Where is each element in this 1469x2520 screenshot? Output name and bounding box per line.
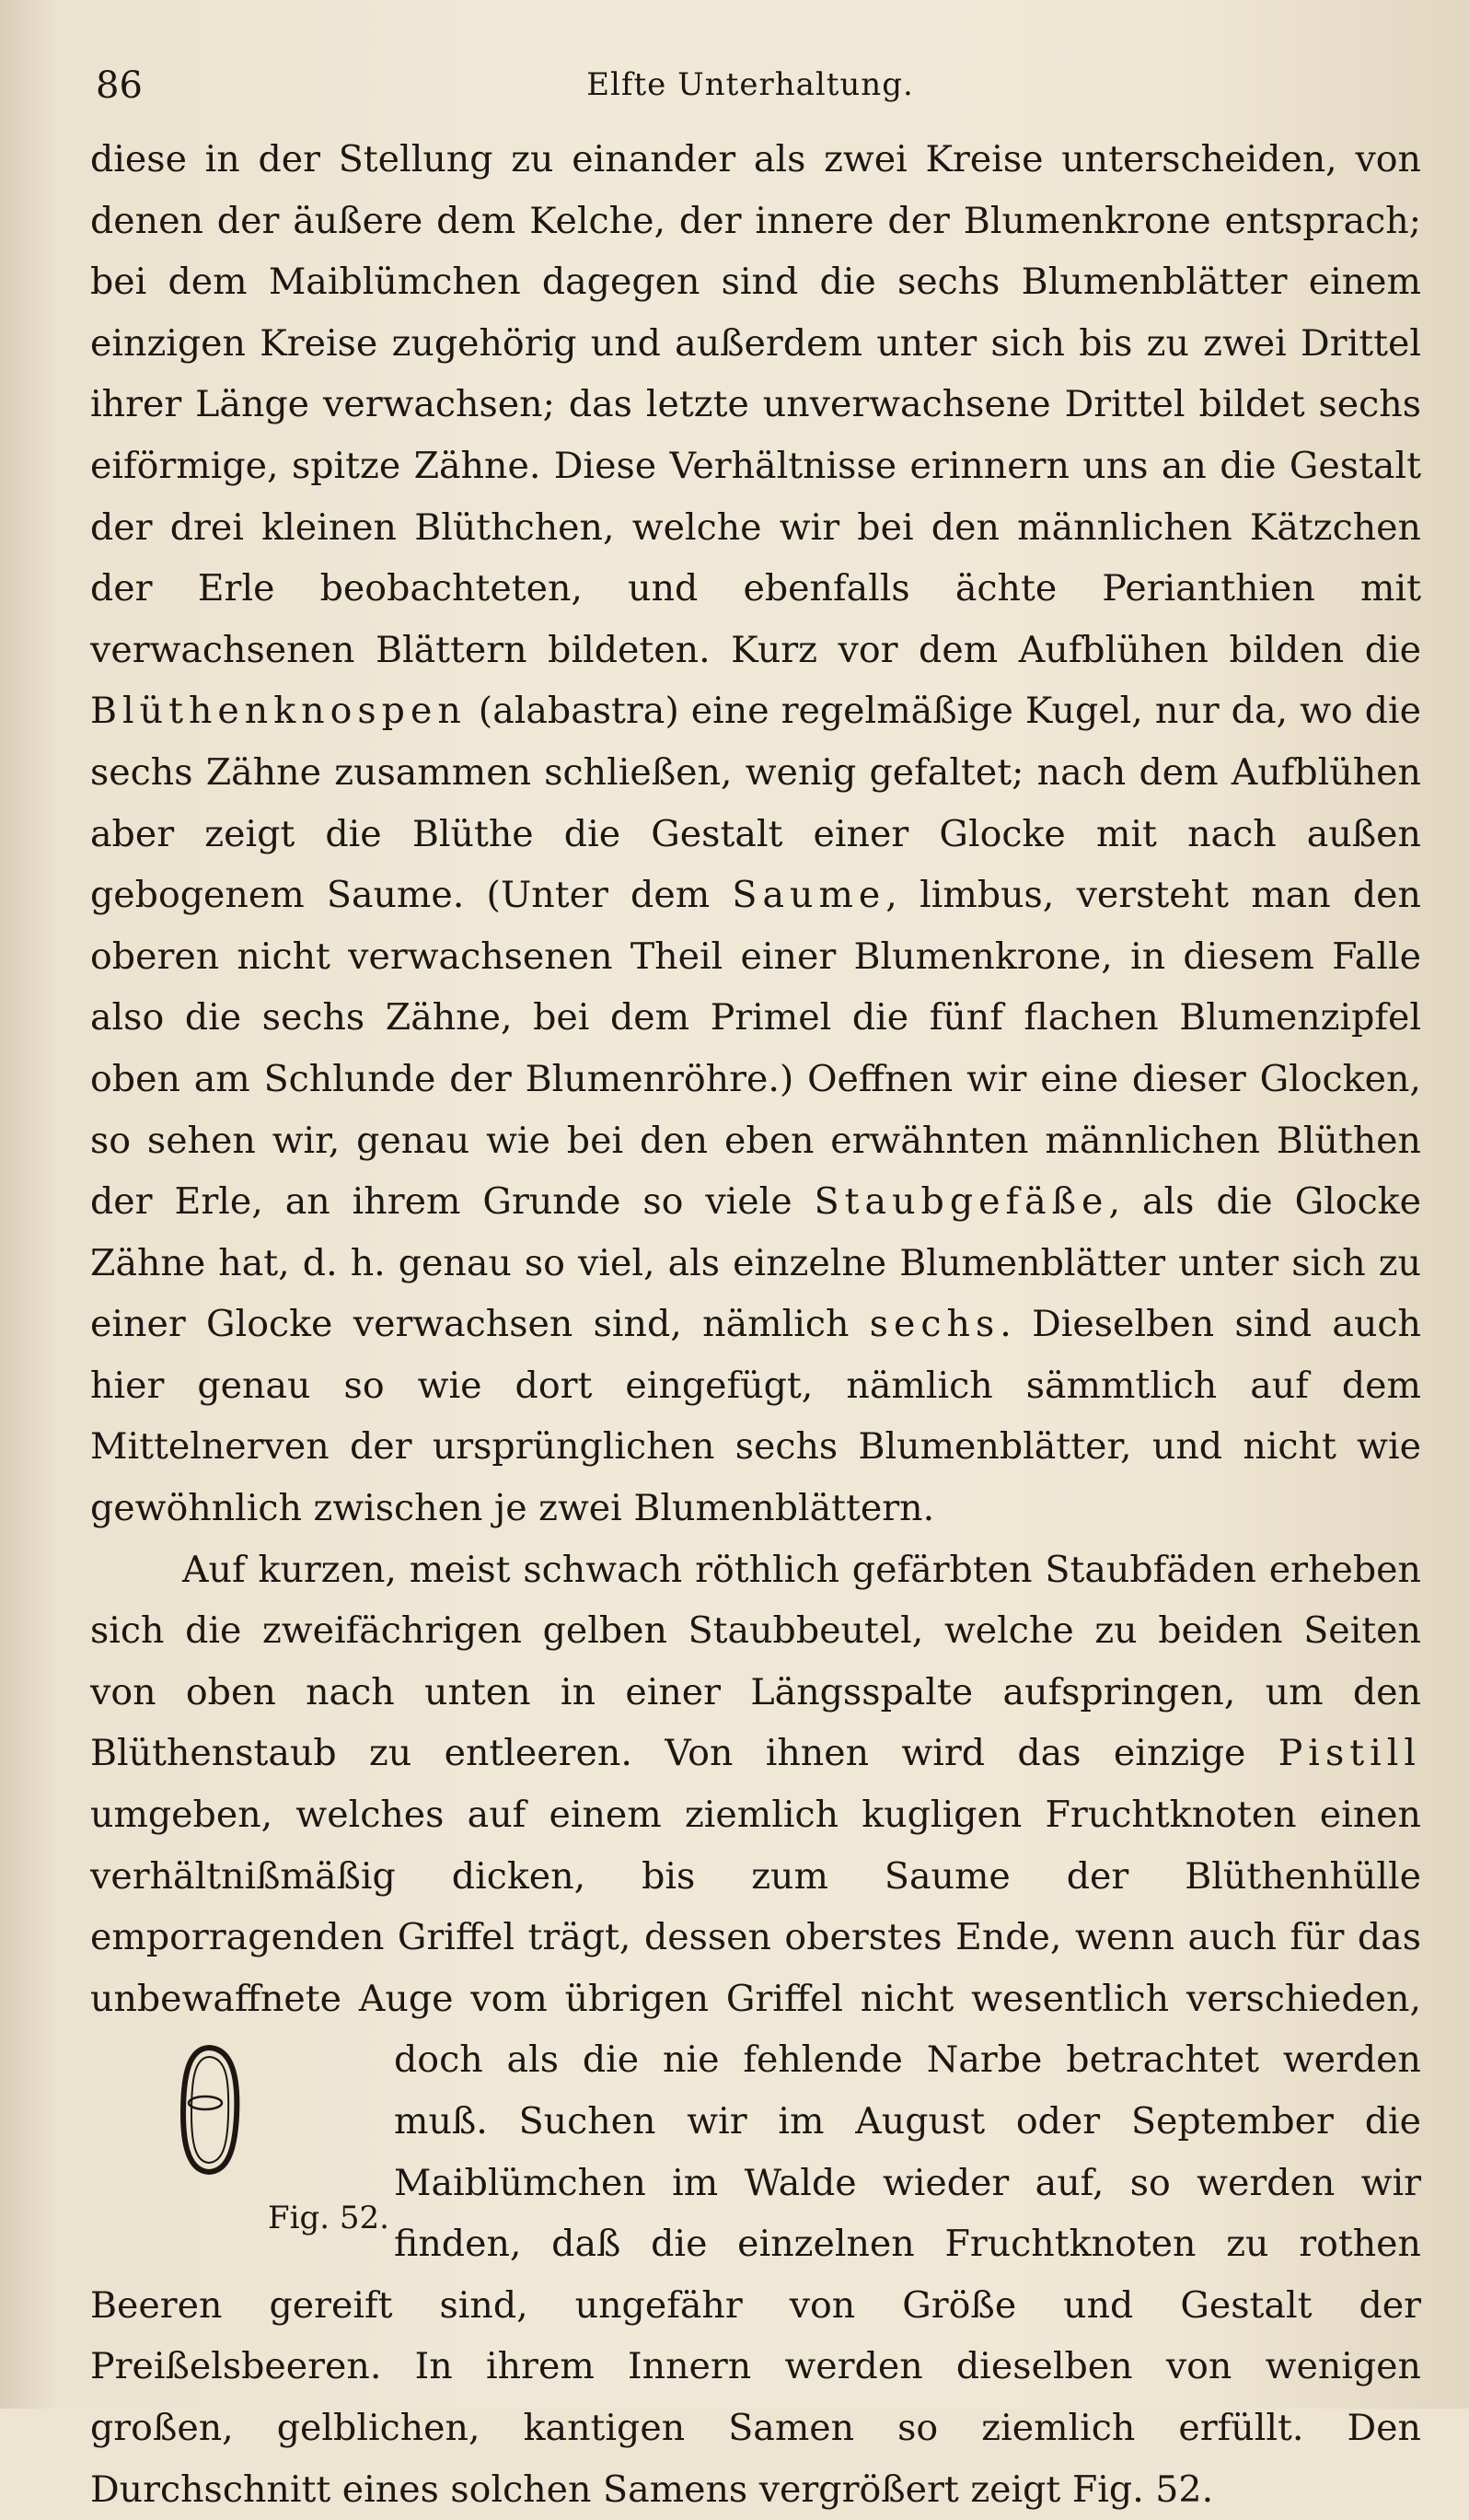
seed-cross-section-icon [178, 2042, 242, 2178]
text-run: . Dieselben sind auch hier genau so wie dort eingefügt, nämlich sämmtlich auf dem Mittelnerven der ursprünglichen sechs Blumenblätter, und nicht wie gewöhnlich zwischen je zwei Blumenblättern. [90, 1303, 1421, 1530]
text-run [90, 1794, 1421, 2511]
text-run: Auf kurzen, meist schwach röthlich gefärbten Staubfäden erheben sich die zweifächrigen gelben Staubbeutel, welche zu beiden Seiten von oben nach unten in einer Längsspalte aufspringen, um den Blüthenstaub zu entleeren. Von ihnen wird das einzige [90, 1548, 1421, 1775]
page-number: 86 [96, 64, 143, 107]
paragraph-1 [90, 129, 1421, 1539]
text-run: umgeben, welches auf einem ziemlich kugligen Fruchtknoten einen verhältnißmäßig dicken, bis zum Saume der Blüthenhülle emporragenden Griffel trägt, dessen oberstes Ende, wenn auch für das unbewaffnete Auge vom übrigen Griffel nicht wesentlich verschieden, doch als die [90, 1794, 1421, 2082]
paragraph-2 [90, 1539, 1421, 2520]
running-head: Elfte Unterhaltung. [586, 66, 914, 103]
page-header [92, 64, 1408, 120]
figure-52 [90, 2035, 394, 2260]
text-run: (alabastra) eine regelmäßige Kugel, nur da, wo die sechs Zähne zusammen schließen, wenig gefaltet; nach dem Aufblühen aber zeigt die Blüthe die Gestalt einer Glocke mit nach außen gebogenem Saume. (Unter dem [90, 690, 1421, 917]
spaced-term: sechs [869, 1303, 1001, 1346]
body-text [90, 129, 1421, 2520]
figure-caption: Fig. 52. [268, 2200, 389, 2237]
spaced-term: Saume [732, 874, 886, 917]
text-run: , limbus, versteht man den oberen nicht verwachsenen Theil einer Blumenkrone, in diesem Falle also die sechs Zähne, bei dem Primel die fünf flachen Blumenzipfel oben am Schlunde der Blumenröhre.) Oeffnen wir eine dieser Glocken, so sehen wir, genau wie bei den eben erwähnten männlichen Blüthen der Erle, an ihrem Grunde so viele [90, 874, 1421, 1224]
text-run: nie fehlende Narbe betrachtet werden muß. Suchen wir im August oder September die Maiblümchen im Walde wieder auf, so werden wir finden, daß die einzelnen Fruchtknoten zu rothen Beeren gereift sind, ungefähr von Größe und Gestalt der Preißelsbeeren. In ihrem Innern werden dieselben von wenigen großen, gelblichen, kantigen Samen so ziemlich erfüllt. Den Durchschnitt eines solchen Samens vergrößert zeigt Fig. 52. [90, 2038, 1421, 2511]
spaced-term: Blüthenknospen [90, 690, 467, 733]
spaced-term: Staubgefäße [814, 1180, 1109, 1224]
text-run: , als die Glocke Zähne hat, d. h. genau so viel, als einzelne Blumenblätter unter sich zu einer Glocke verwachsen sind, nämlich [90, 1180, 1421, 1346]
spaced-term: Pistill [1278, 1732, 1421, 1775]
text-run: diese in der Stellung zu einander als zwei Kreise unterscheiden, von denen der äußere dem Kelche, der innere der Blumenkrone entsprach; bei dem Maiblümchen dagegen sind die sechs Blumenblätter einem einzigen Kreise zugehörig und außerdem unter sich bis zu zwei Drittel ihrer Länge verwachsen; das letzte unverwachsene Drittel bildet sechs eiförmige, spitze Zähne. Diese Verhältnisse erinnern uns an die Gestalt der drei kleinen Blüthchen, welche wir bei den männlichen Kätzchen der Erle beobachteten, und ebenfalls ächte Perianthien mit verwachsenen Blättern bildeten. Kurz vor dem Aufblühen bilden die [90, 138, 1421, 671]
